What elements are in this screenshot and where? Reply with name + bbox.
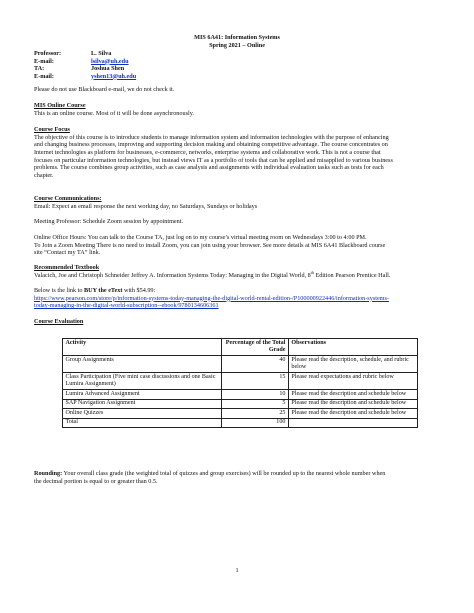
evaluation-heading: Course Evaluation <box>34 318 84 325</box>
rounding-text: Your overall class grade (the weighted total of quizzes and group exercises) will be rounded up to the nearest whole number when <box>62 470 386 477</box>
course-focus-paragraph <box>34 134 444 180</box>
online-course-heading: MIS Online Course <box>34 102 86 109</box>
column-header-percentage: Percentage of the Total Grade <box>221 339 288 356</box>
email-expectation: Email: Expect an email response the next working day, no Saturdays, Sundays or holidays <box>34 202 258 210</box>
blackboard-note: Please do not use Blackboard e-mail, we do not check it. <box>34 86 175 93</box>
percent-cell: 100 <box>221 418 288 428</box>
activity-cell: Group Assignments <box>63 356 222 373</box>
professor-email-link[interactable]: lsilva@uh.edu <box>91 57 129 65</box>
buy-prefix: Below is the link to <box>34 287 85 294</box>
textbook-heading: Recommended Textbook <box>34 264 100 271</box>
contact-label-professor: Professor: <box>34 50 62 57</box>
activity-cell: SAP Navigation Assignment <box>63 399 222 409</box>
buy-etext-link[interactable] <box>34 295 444 310</box>
text-line: Online Office Hours: You can talk to the Course TA, just log on to my course’s virtual meeting room on Wednesdays 3:00 to 4:00 PM. <box>34 234 367 241</box>
evaluation-table <box>62 338 418 428</box>
observation-cell: Please read expectations and rubric below <box>288 373 417 390</box>
communications-heading: Course Communications: <box>34 195 102 202</box>
observation-cell: Please read the description, schedule, and rubric below <box>288 356 417 373</box>
term-subtitle: Spring 2021 – Online <box>209 41 265 49</box>
activity-cell: Class Participation (Five mini case discussions and one Basic Lumira Assignment) <box>63 373 222 390</box>
online-course-text: This is an online course. Most of it will be done asynchronously. <box>34 109 194 117</box>
percent-cell: 5 <box>221 399 288 409</box>
percent-cell: 15 <box>221 373 288 390</box>
textbook-citation <box>34 269 391 280</box>
text-line: The objective of this course is to introduce students to manage information system and information technologies with the purpose of enhancing <box>34 133 389 141</box>
column-header-activity: Activity <box>63 339 222 356</box>
activity-cell: Lumira Advanced Assignment <box>63 390 222 400</box>
office-hours-paragraph <box>34 234 444 257</box>
table-header-row <box>63 339 418 356</box>
contact-label-email: E-mail: <box>34 57 54 65</box>
column-header-observations: Observations <box>288 339 417 356</box>
observation-cell: Please read the description and schedule below <box>288 399 417 409</box>
activity-cell: Total <box>63 418 222 428</box>
rounding-label: Rounding: <box>34 470 63 477</box>
text-line: Internet technologies as platform for businesses, e-commerce, networks, enterprise systems and collaborative work. This is not a course that <box>34 148 381 156</box>
observation-cell <box>288 418 417 428</box>
text-line: To Join a Zoom Meeting There is no need to install Zoom, you can join using your browser. See more details at MIS 6A41 Blackboard course <box>34 241 386 249</box>
citation-text-end: Edition Pearson Prentice Hall. <box>313 271 391 279</box>
table-row <box>63 356 418 373</box>
table-row <box>63 399 418 409</box>
activity-cell: Online Quizzes <box>63 409 222 419</box>
table-row <box>63 409 418 419</box>
buy-etext-bold: BUY the eText <box>84 287 123 294</box>
course-focus-heading: Course Focus <box>34 126 70 133</box>
text-line: chapter. <box>34 172 54 180</box>
table-row <box>63 390 418 400</box>
percent-cell: 10 <box>221 390 288 400</box>
meeting-professor: Meeting Professor: Schedule Zoom session by appointment. <box>34 218 183 225</box>
rounding-line-2: the decimal portion is equal to or greater than 0.5. <box>34 477 158 485</box>
contact-label-ta: TA: <box>34 65 45 72</box>
page-number: 1 <box>235 567 239 574</box>
buy-suffix: with $54.99: <box>122 287 156 294</box>
percent-cell: 25 <box>221 409 288 419</box>
text-line: problems. The course combines group activities, such as case analysis and assignments with individual evaluation tasks such as tests for each <box>34 164 384 172</box>
contact-label-ta-email: E-mail: <box>34 72 54 80</box>
observation-cell: Please read the description and schedule below <box>288 409 417 419</box>
text-line: site “Contact my TA” link. <box>34 249 101 257</box>
citation-superscript: th <box>310 269 314 275</box>
text-line: focuses on particular information technologies, but instead views IT as a portfolio of tools that can be applied and misapplied to various business <box>34 156 393 164</box>
table-row <box>63 418 418 428</box>
citation-text: Valacich, Joe and Christoph Schneider Jeffrey A. Information Systems Today: Managing in the Digital World, 8 <box>34 271 311 279</box>
text-line: and changing business processes, improving and supporting decision making and obtaining competitive advantage. The course concentrates on <box>34 141 388 149</box>
table-row <box>63 373 418 390</box>
link-line[interactable]: today-managing-in-the-digital-world-subscription--ebook/9780134606361 <box>34 302 219 310</box>
percent-cell: 40 <box>221 356 288 373</box>
contact-value-professor: L. Silva <box>91 50 112 57</box>
ta-email-link[interactable]: yshen13@uh.edu <box>91 72 137 80</box>
observation-cell: Please read the description and schedule below <box>288 390 417 400</box>
link-line[interactable]: https://www.pearson.com/store/p/information-systems-today-managing-the-digital-world-rental-edition-/P100000922446/information-systems- <box>34 294 389 302</box>
contact-value-ta: Joshua Shen <box>91 65 125 72</box>
course-title: MIS 6A41: Information Systems <box>194 34 280 41</box>
